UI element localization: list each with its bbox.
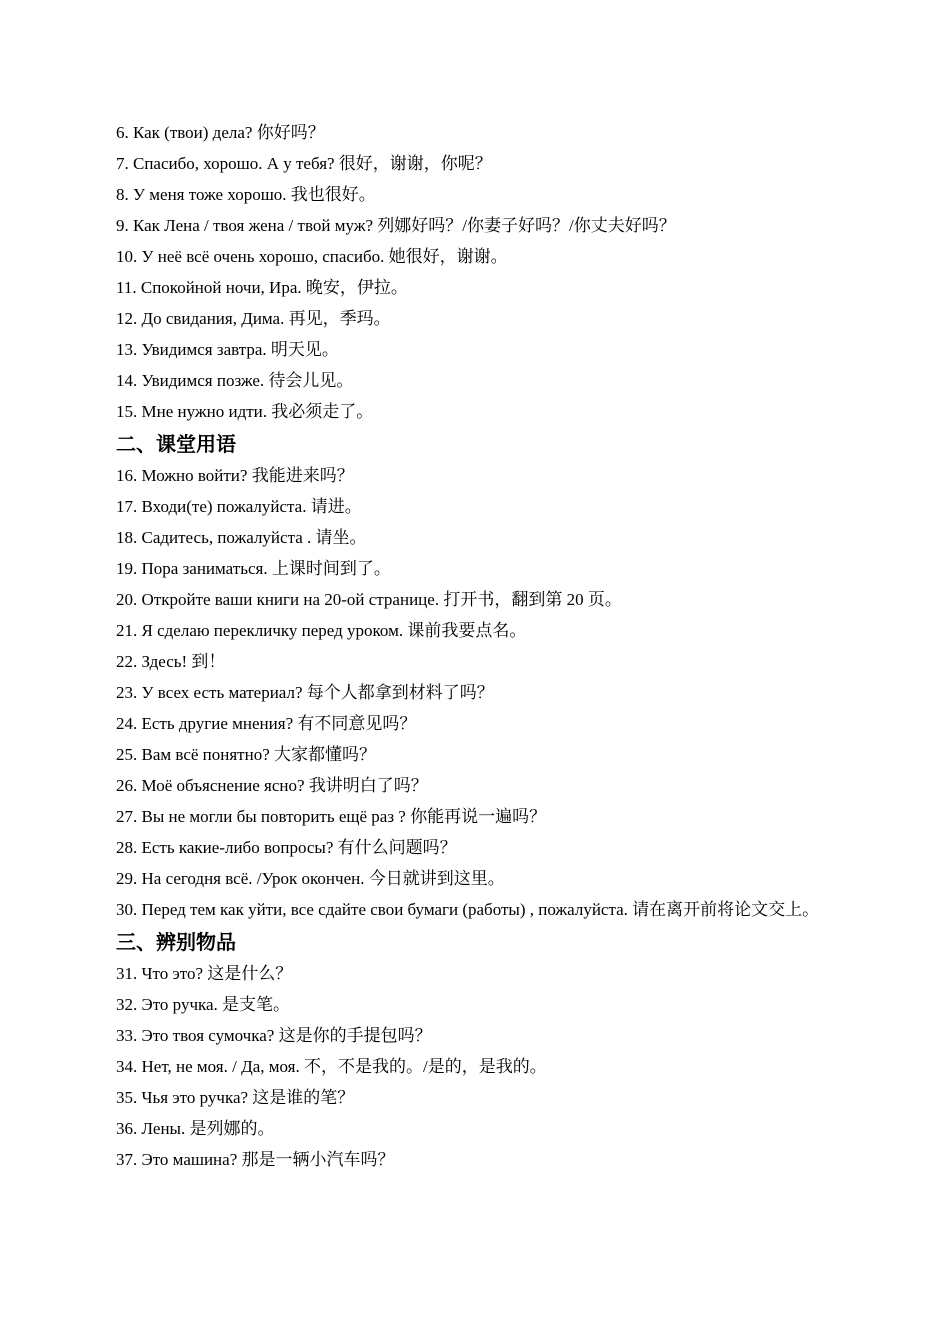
- phrase-line: 17. Входи(те) пожалуйста. 请进。: [116, 497, 362, 516]
- phrase-line: 7. Спасибо, хорошо. А у тебя? 很好，谢谢，你呢？: [116, 154, 492, 173]
- phrase-line: 10. У неё всё очень хорошо, спасибо. 她很好，谢谢。: [116, 247, 508, 266]
- phrase-line: 23. У всех есть материал? 每个人都拿到材料了吗？: [116, 683, 494, 702]
- section-heading-classroom: 二、课堂用语: [116, 432, 236, 456]
- phrase-line: 27. Вы не могли бы повторить ещё раз ? 你能再说一遍吗？: [116, 807, 547, 826]
- phrase-line: 14. Увидимся позже. 待会儿见。: [116, 371, 354, 390]
- phrase-line: 12. До свидания, Дима. 再见，季玛。: [116, 309, 391, 328]
- phrase-line: 6. Как (твои) дела? 你好吗？: [116, 123, 325, 142]
- phrase-line: 11. Спокойной ночи, Ира. 晚安，伊拉。: [116, 278, 408, 297]
- section-heading-identify-items: 三、辨别物品: [116, 930, 236, 954]
- phrase-line: 30. Перед тем как уйти, все сдайте свои бумаги (работы) , пожалуйста. 请在离开前将论文交上。: [116, 900, 820, 919]
- phrase-line: 35. Чья это ручка? 这是谁的笔？: [116, 1088, 355, 1107]
- phrase-line: 25. Вам всё понятно? 大家都懂吗？: [116, 745, 376, 764]
- phrase-line: 20. Откройте ваши книги на 20-ой странице. 打开书，翻到第 20 页。: [116, 590, 622, 609]
- phrase-line: 16. Можно войти? 我能进来吗？: [116, 466, 354, 485]
- phrase-line: 18. Садитесь, пожалуйста . 请坐。: [116, 528, 367, 547]
- phrase-line: 26. Моё объяснение ясно? 我讲明白了吗？: [116, 776, 428, 795]
- phrase-line: 13. Увидимся завтра. 明天见。: [116, 340, 339, 359]
- phrase-line: 22. Здесь! 到！: [116, 652, 226, 671]
- phrase-line: 15. Мне нужно идти. 我必须走了。: [116, 402, 374, 421]
- document-page: [116, 121, 836, 1179]
- phrase-line: 8. У меня тоже хорошо. 我也很好。: [116, 185, 376, 204]
- phrase-line: 31. Что это? 这是什么？: [116, 964, 293, 983]
- phrase-line: 24. Есть другие мнения? 有不同意见吗？: [116, 714, 417, 733]
- phrase-line: 32. Это ручка. 是支笔。: [116, 995, 291, 1014]
- phrase-line: 37. Это машина? 那是一辆小汽车吗？: [116, 1150, 395, 1169]
- phrase-line: 34. Нет, не моя. / Да, моя. 不，不是我的。/是的，是我的。: [116, 1057, 547, 1076]
- phrase-line: 33. Это твоя сумочка? 这是你的手提包吗？: [116, 1026, 432, 1045]
- phrase-line: 36. Лены. 是列娜的。: [116, 1119, 275, 1138]
- phrase-line: 21. Я сделаю перекличку перед уроком. 课前我要点名。: [116, 621, 527, 640]
- phrase-line: 19. Пора заниматься. 上课时间到了。: [116, 559, 391, 578]
- phrase-line: 28. Есть какие-либо вопросы? 有什么问题吗？: [116, 838, 457, 857]
- phrase-line: 9. Как Лена / твоя жена / твой муж? 列娜好吗？/你妻子好吗？/你丈夫好吗？: [116, 216, 676, 235]
- phrase-line: 29. На сегодня всё. /Урок окончен. 今日就讲到这里。: [116, 869, 505, 888]
